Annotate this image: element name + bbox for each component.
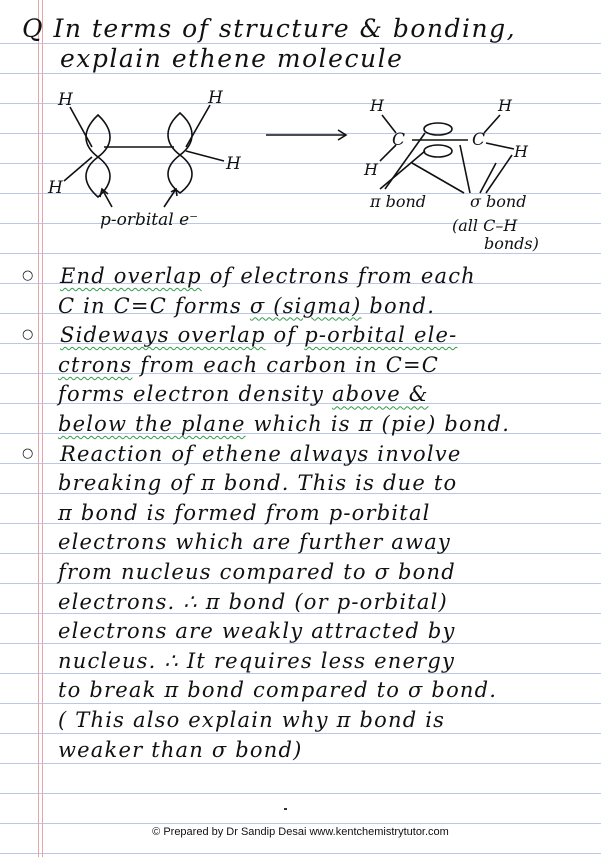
note-line [60,323,457,347]
note-text: weaker than σ bond) [58,737,303,762]
underlined-phrase: p-orbital ele- [304,323,458,348]
note-line [58,382,429,406]
underlined-phrase: σ (sigma) [249,293,362,318]
note-text: nucleus. ∴ It requires less energy [58,648,456,673]
pi-lobe-upper [424,123,452,135]
h-atom-label: H [498,96,512,115]
note-text: electrons. ∴ π bond (or p-orbital) [58,589,448,614]
note-line [60,442,461,466]
h-atom-label: H [226,154,241,174]
footer-credit: © Prepared by Dr Sandip Desai www.kentchemistrytutor.com [152,826,449,838]
note-text: bond. [361,293,436,318]
bullet-marker: ○ [22,268,34,283]
h-atom-label: H [208,88,223,108]
underlined-phrase: Sideways overlap [60,323,266,348]
note-text: of [265,323,305,348]
label-arrow [102,189,112,207]
ch-bond-line [484,115,500,133]
all-ch-bonds-label: bonds) [484,234,539,253]
underlined-phrase: below the plane [58,412,246,436]
underlined-phrase: above & [331,382,429,407]
pen-mark [284,808,287,810]
note-line [58,738,303,762]
bullet-marker: ○ [22,327,34,343]
question-title-line-2: explain ethene molecule [60,44,404,73]
note-line [58,353,439,377]
h-atom-label: H [364,160,378,179]
note-line [60,264,476,288]
note-text: from each carbon in C=C [132,352,440,377]
note-text: ( This also explain why π bond is [58,708,446,732]
note-text: π bond is formed from p-orbital [58,500,431,525]
h-atom-label: H [514,142,528,161]
p-orbital-lobe [168,155,192,193]
note-line [58,619,456,643]
label-arrow [380,151,425,189]
all-ch-bonds-label: (all C–H [452,216,518,235]
label-arrow [480,163,496,193]
note-text: Reaction of ethene always involve [60,441,462,466]
label-arrow [164,189,176,207]
bullet-marker: ○ [22,445,34,461]
note-line [58,560,456,584]
underlined-phrase: End overlap [60,264,202,288]
p-orbital-lobe [86,115,110,157]
note-line [58,294,435,318]
ch-bond-line [486,143,514,149]
note-text: from nucleus compared to σ bond [58,560,456,584]
note-line [58,471,457,495]
carbon-label: C [472,130,486,150]
note-text: breaking of π bond. This is due to [58,471,458,496]
note-line [58,678,497,702]
carbon-label: C [392,130,406,150]
left-p-orbitals [64,105,346,207]
note-text: C in C=C forms [58,293,250,318]
note-line [58,530,451,554]
note-line [58,649,455,673]
pi-bond-label: π bond [370,192,427,211]
margin-line [38,0,39,857]
underlined-phrase: ctrons [58,352,133,377]
note-text: of electrons from each [201,264,476,288]
note-text: forms electron density [58,382,332,407]
ethene-orbital-diagram [40,85,600,255]
h-atom-label: H [48,178,63,198]
pi-lobe-lower [424,145,452,157]
note-line [58,708,445,732]
label-arrow [412,163,464,193]
note-text: to break π bond compared to σ bond. [58,678,498,703]
p-orbital-lobe [86,157,110,197]
sigma-bond-label: σ bond [470,192,527,211]
h-atom-label: H [370,96,384,115]
note-line [58,501,431,525]
note-line [58,590,448,614]
h-atom-label: H [58,90,73,110]
note-text: electrons are weakly attracted by [58,619,456,644]
note-text: which is π (pie) bond. [245,412,511,436]
p-orbital-lobe [168,113,192,155]
note-line [58,412,510,436]
note-text: electrons which are further away [58,530,451,555]
right-ethene [380,115,514,193]
label-arrow [460,145,470,193]
p-orbital-label: p-orbital e⁻ [100,210,199,230]
ch-bond-line [186,151,224,161]
question-title-line-1: Q In terms of structure & bonding, [22,14,517,43]
